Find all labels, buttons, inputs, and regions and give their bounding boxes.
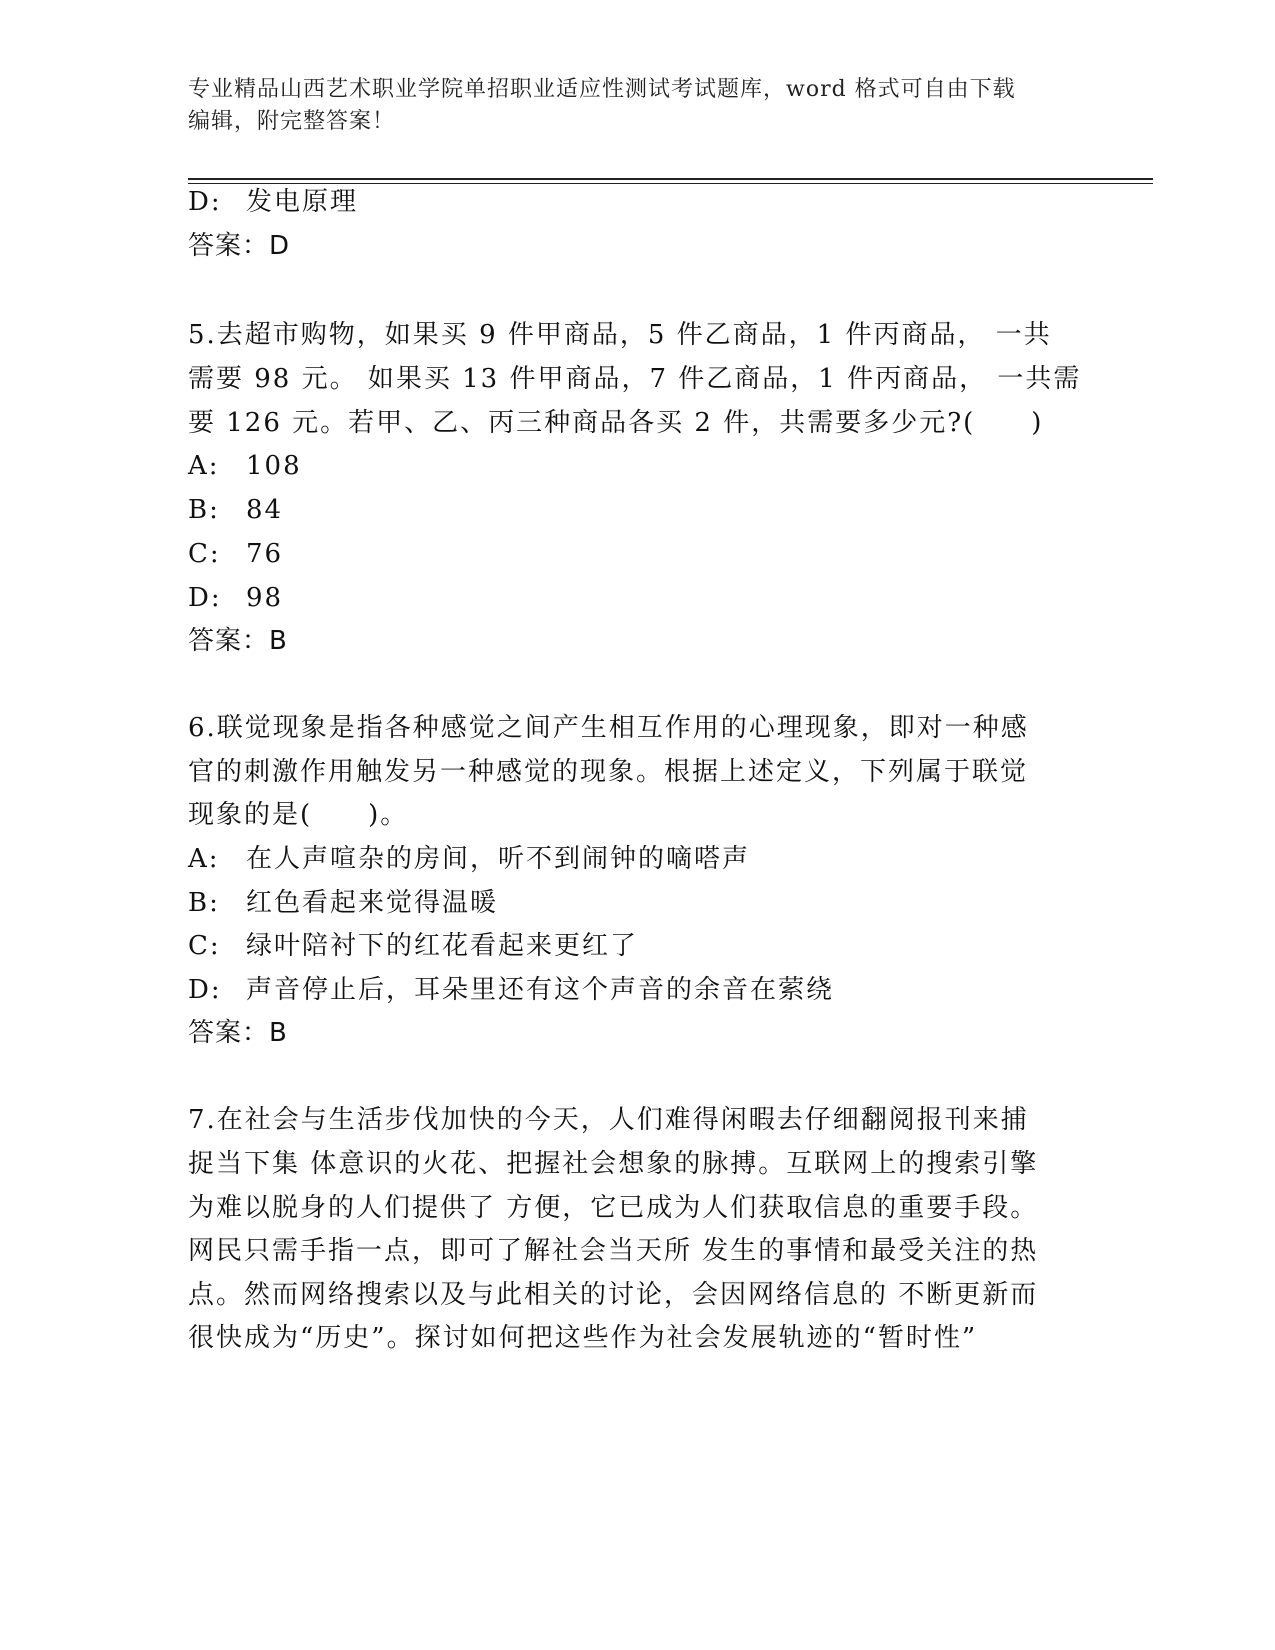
q7-line-3: 为难以脱身的人们提供了 方便，它已成为人们获取信息的重要手段。 [188, 1193, 1039, 1223]
q7-line-6: 很快成为“历史”。探讨如何把这些作为社会发展轨迹的“暂时性” [188, 1323, 978, 1353]
header-line-1: 专业精品山西艺术职业学院单招职业适应性测试考试题库，word 格式可自由下载 [188, 77, 1016, 102]
option-text: 红色看起来觉得温暖 [246, 888, 499, 918]
q7-line-1: 7.在社会与生活步伐加快的今天，人们难得闲暇去仔细翻阅报刊来捕 [188, 1105, 1029, 1135]
option-text: 在人声喧杂的房间，听不到闹钟的嘀嗒声 [246, 844, 751, 874]
option-letter: B: [188, 495, 220, 525]
option-letter: C: [188, 931, 221, 961]
option-text: 76 [246, 539, 284, 569]
q5-option-b [188, 493, 283, 527]
option-letter: B: [188, 888, 220, 918]
option-text: 84 [246, 495, 284, 525]
q4-answer: 答案：D [188, 231, 291, 261]
q5-option-d [188, 581, 283, 615]
option-letter: A: [188, 844, 220, 874]
q6-answer: 答案：B [188, 1018, 288, 1048]
option-text: 108 [246, 451, 302, 481]
q5-option-c [188, 537, 283, 571]
q5-line-1: 5.去超市购物，如果买 9 件甲商品，5 件乙商品，1 件丙商品， 一共 [188, 320, 1052, 350]
q6-option-d [188, 973, 834, 1007]
q5-line-3: 要 126 元。若甲、乙、丙三种商品各买 2 件，共需要多少元?( ) [188, 408, 1044, 438]
option-text: 98 [246, 583, 284, 613]
q5-option-a [188, 449, 302, 483]
q6-line-1: 6.联觉现象是指各种感觉之间产生相互作用的心理现象，即对一种感 [188, 713, 1029, 743]
q5-answer: 答案：B [188, 626, 288, 656]
header-line-2: 编辑，附完整答案！ [188, 109, 396, 134]
option-letter: D: [188, 583, 222, 613]
q7-line-5: 点。然而网络搜索以及与此相关的讨论，会因网络信息的 不断更新而 [188, 1280, 1039, 1310]
q7-line-2: 捉当下集 体意识的火花、把握社会想象的脉搏。互联网上的搜索引擎 [188, 1149, 1039, 1179]
option-text: 声音停止后，耳朵里还有这个声音的余音在萦绕 [246, 975, 835, 1005]
page-header [188, 74, 1068, 138]
header-divider-thin [188, 183, 1153, 184]
option-letter: D: [188, 187, 222, 217]
option-letter: C: [188, 539, 221, 569]
q7-line-4: 网民只需手指一点，即可了解社会当天所 发生的事情和最受关注的热 [188, 1236, 1039, 1266]
q6-option-c [188, 929, 638, 963]
q6-option-a [188, 842, 750, 876]
q6-line-2: 官的刺激作用触发另一种感觉的现象。根据上述定义，下列属于联觉 [188, 757, 1029, 787]
q6-option-b [188, 886, 498, 920]
option-text: 发电原理 [246, 187, 359, 217]
option-letter: A: [188, 451, 220, 481]
q5-line-2: 需要 98 元。 如果买 13 件甲商品，7 件乙商品，1 件丙商品， 一共需 [188, 364, 1082, 394]
q6-line-3: 现象的是( )。 [188, 800, 409, 830]
option-text: 绿叶陪衬下的红花看起来更红了 [246, 931, 639, 961]
q4-option-d [188, 185, 358, 219]
option-letter: D: [188, 975, 222, 1005]
header-divider-thick [188, 178, 1153, 180]
